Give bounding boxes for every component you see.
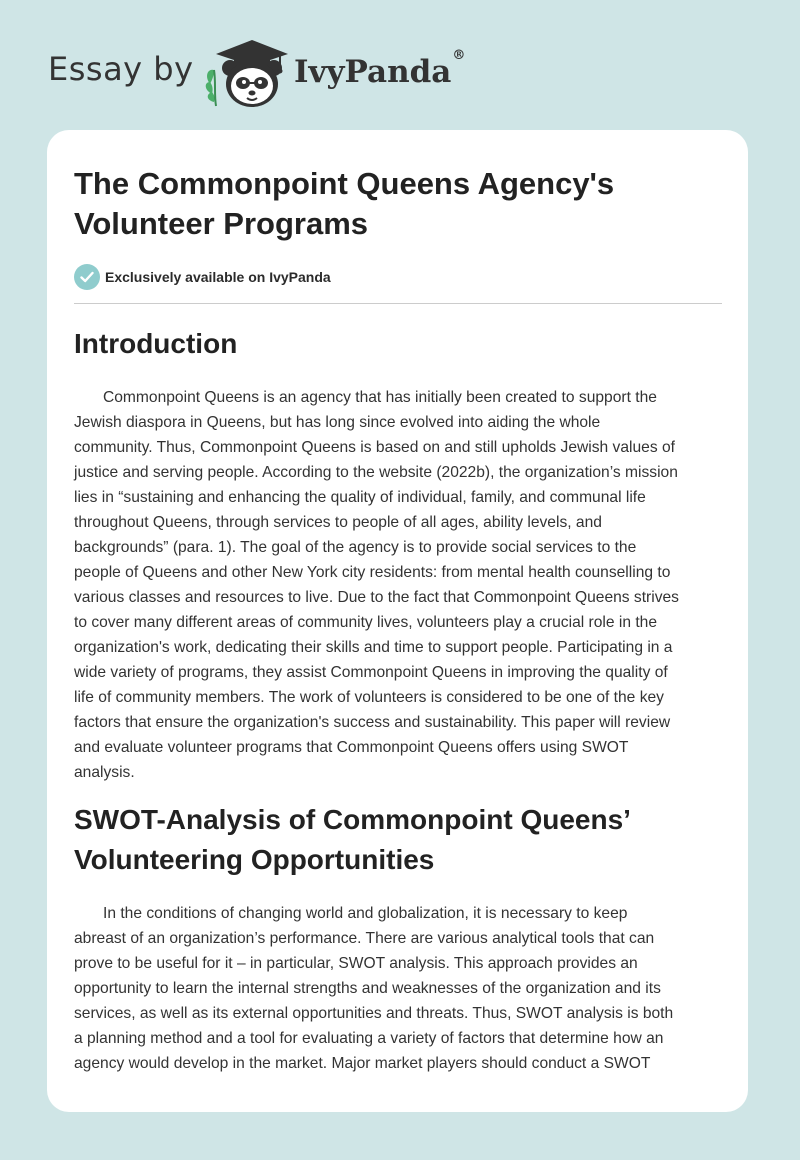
paragraph-line: and evaluate volunteer programs that Commonpoint Queens offers using SWOT — [74, 739, 629, 756]
panda-graduate-icon[interactable] — [200, 36, 290, 110]
check-icon — [74, 264, 100, 290]
paragraph-line: people of Queens and other New York city residents: from mental health counselling to — [74, 564, 671, 581]
article-card — [47, 130, 748, 1112]
paragraph-line: opportunity to learn the internal strengths and weaknesses of the organization and its — [74, 980, 661, 997]
paragraph-line: community. Thus, Commonpoint Queens is based on and still upholds Jewish values of — [74, 439, 675, 456]
brand-name[interactable] — [294, 48, 466, 90]
article-title — [74, 164, 722, 244]
paragraph-line: prove to be useful for it – in particular, SWOT analysis. This approach provides an — [74, 955, 638, 972]
paragraph-line: to cover many different areas of community lives, volunteers play a crucial role in the — [74, 614, 658, 631]
site-header — [0, 0, 800, 130]
paragraph-line: Commonpoint Queens is an agency that has initially been created to support the — [103, 389, 657, 406]
title-line: Volunteer Programs — [74, 206, 369, 241]
exclusive-badge — [74, 263, 331, 291]
paragraph-line: backgrounds” (para. 1). The goal of the agency is to provide social services to the — [74, 539, 637, 556]
paragraph-line: a planning method and a tool for evaluating a variety of factors that determine how an — [74, 1030, 664, 1047]
paragraph-line: lies in “sustaining and enhancing the quality of individual, family, and communal life — [74, 489, 646, 506]
paragraph-line: organization's work, dedicating their skills and time to support people. Participating in a — [74, 639, 673, 656]
introduction-paragraph — [74, 385, 722, 785]
exclusive-label: Exclusively available on IvyPanda — [105, 269, 331, 285]
essay-by-label: Essay by — [48, 50, 194, 88]
registered-mark: ® — [452, 48, 466, 63]
paragraph-line: agency would develop in the market. Major market players should conduct a SWOT — [74, 1055, 651, 1072]
paragraph-line: justice and serving people. According to the website (2022b), the organization’s mission — [74, 464, 678, 481]
swot-heading — [74, 800, 722, 880]
brand-text: IvyPanda — [294, 54, 452, 90]
heading-line: SWOT-Analysis of Commonpoint Queens’ — [74, 804, 631, 835]
paragraph-line: In the conditions of changing world and globalization, it is necessary to keep — [103, 905, 628, 922]
paragraph-line: factors that ensure the organization's success and sustainability. This paper will review — [74, 714, 671, 731]
paragraph-line: wide variety of programs, they assist Commonpoint Queens in improving the quality of — [74, 664, 668, 681]
swot-paragraph — [74, 901, 722, 1076]
paragraph-line: Jewish diaspora in Queens, but has long since evolved into aiding the whole — [74, 414, 601, 431]
paragraph-line: analysis. — [74, 764, 135, 781]
introduction-heading: Introduction — [74, 328, 238, 359]
paragraph-line: services, as well as its external opportunities and threats. Thus, SWOT analysis is both — [74, 1005, 674, 1022]
paragraph-line: throughout Queens, through services to people of all ages, ability levels, and — [74, 514, 602, 531]
heading-line: Volunteering Opportunities — [74, 844, 435, 875]
paragraph-line: life of community members. The work of volunteers is considered to be one of the key — [74, 689, 664, 706]
title-line: The Commonpoint Queens Agency's — [74, 166, 615, 201]
title-divider — [74, 303, 722, 304]
paragraph-line: various classes and resources to live. Due to the fact that Commonpoint Queens strives — [74, 589, 679, 606]
paragraph-line: abreast of an organization’s performance. There are various analytical tools that can — [74, 930, 655, 947]
